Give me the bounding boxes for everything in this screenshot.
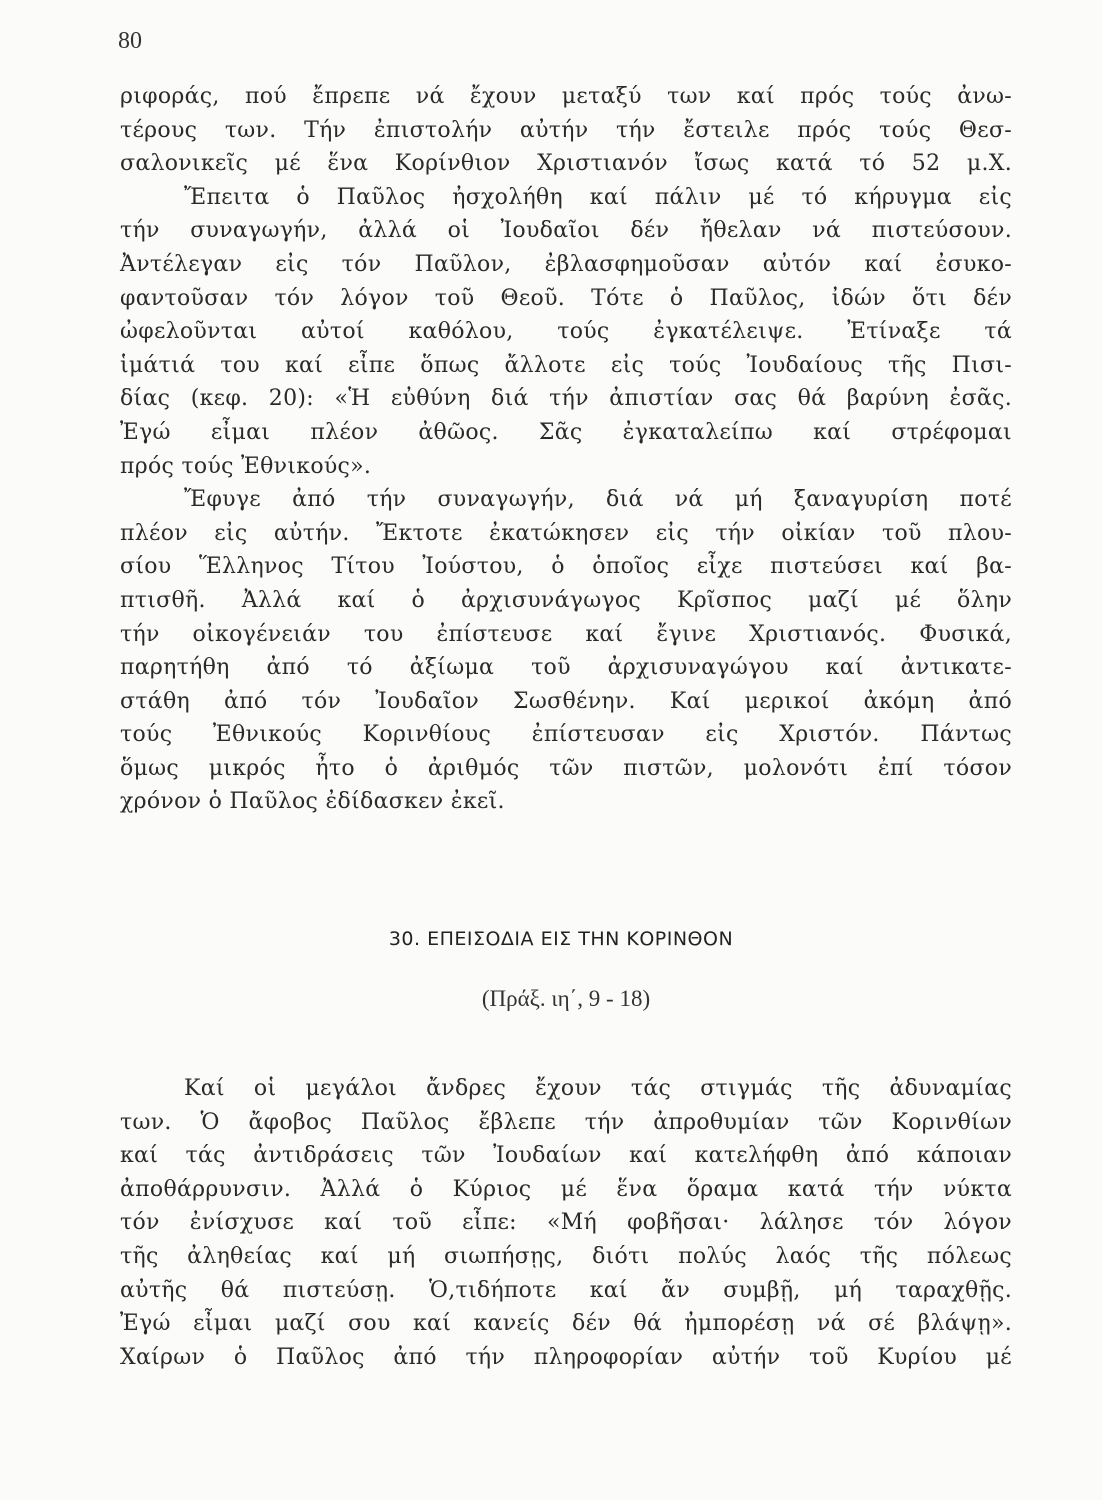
text-line: Ἐγώ εἶμαι πλέον ἀθῶος. Σᾶς ἐγκαταλείπω καί στρέφομαι <box>120 419 1012 445</box>
text-line: Ἔφυγε ἀπό τήν συναγωγήν, διά νά μή ξαναγυρίση ποτέ <box>184 487 1012 513</box>
body-text-top <box>120 80 1012 819</box>
text-line: καί τάς ἀντιδράσεις τῶν Ἰουδαίων καί κατελήφθη ἀπό κάποιαν <box>120 1143 1012 1169</box>
text-line: πτισθῆ. Ἀλλά καί ὁ ἀρχισυνάγωγος Κρῖσπος μαζί μέ ὅλην <box>120 587 1012 613</box>
text-line: δίας (κεφ. 20): «Ἡ εὐθύνη διά τήν ἀπιστίαν σας θά βαρύνη ἐσᾶς. <box>120 386 1012 412</box>
text-line: τήν συναγωγήν, ἀλλά οἱ Ἰουδαῖοι δέν ἤθελαν νά πιστεύσουν. <box>120 218 1012 244</box>
text-line: σίου Ἕλληνος Τίτου Ἰούστου, ὁ ὁποῖος εἶχε πιστεύσει καί βα- <box>120 554 1012 580</box>
text-line: ὠφελοῦνται αὐτοί καθόλου, τούς ἐγκατέλειψε. Ἐτίναξε τά <box>120 319 1012 345</box>
text-line: ἱμάτιά του καί εἶπε ὅπως ἄλλοτε εἰς τούς Ἰουδαίους τῆς Πισι- <box>120 352 1012 378</box>
text-line: ἀποθάρρυνσιν. Ἀλλά ὁ Κύριος μέ ἕνα ὅραμα κατά τήν νύκτα <box>120 1176 1012 1202</box>
text-line: ριφοράς, πού ἔπρεπε νά ἔχουν μεταξύ των καί πρός τούς ἀνω- <box>120 84 1012 109</box>
text-line: φαντοῦσαν τόν λόγον τοῦ Θεοῦ. Τότε ὁ Παῦλος, ἰδών ὅτι δέν <box>120 285 1012 311</box>
text-line: παρητήθη ἀπό τό ἀξίωμα τοῦ ἀρχισυναγώγου καί ἀντικατε- <box>120 655 1012 681</box>
text-line: πρός τούς Ἐθνικούς». <box>120 453 372 479</box>
section-heading: 30. ΕΠΕΙΣΟΔΙΑ ΕΙΣ ΤΗΝ ΚΟΡΙΝΘΟΝ <box>388 928 734 950</box>
text-line: στάθη ἀπό τόν Ἰουδαῖον Σωσθένην. Καί μερικοί ἀκόμη ἀπό <box>120 688 1012 714</box>
page-number: 80 <box>118 28 142 54</box>
text-line: ὅμως μικρός ἦτο ὁ ἀριθμός τῶν πιστῶν, μολονότι ἐπί τόσον <box>120 755 1012 781</box>
text-line: των. Ὁ ἄφοβος Παῦλος ἔβλεπε τήν ἀπροθυμίαν τῶν Κορινθίων <box>120 1109 1012 1135</box>
text-line: Ἔπειτα ὁ Παῦλος ἠσχολήθη καί πάλιν μέ τό κήρυγμα εἰς <box>184 184 1012 210</box>
text-line: Ἐγώ εἶμαι μαζί σου καί κανείς δέν θά ἠμπορέσῃ νά σέ βλάψῃ». <box>120 1311 1012 1337</box>
text-line: τῆς ἀληθείας καί μή σιωπήσῃς, διότι πολύς λαός τῆς πόλεως <box>120 1243 1012 1269</box>
text-line: τόν ἐνίσχυσε καί τοῦ εἶπε: «Μή φοβῆσαι· λάλησε τόν λόγον <box>120 1210 1012 1236</box>
scripture-reference: (Πράξ. ιη΄, 9 - 18) <box>481 986 651 1011</box>
body-text-bottom <box>120 1072 1012 1374</box>
text-line: χρόνον ὁ Παῦλος ἐδίδασκεν ἐκεῖ. <box>120 789 505 815</box>
text-line: Ἀντέλεγαν εἰς τόν Παῦλον, ἐβλασφημοῦσαν αὐτόν καί ἐσυκο- <box>120 251 1012 277</box>
text-line: τήν οἰκογένειάν του ἐπίστευσε καί ἔγινε Χριστιανός. Φυσικά, <box>120 621 1012 647</box>
text-line: τούς Ἐθνικούς Κορινθίους ἐπίστευσαν εἰς Χριστόν. Πάντως <box>120 722 1012 748</box>
text-line: πλέον εἰς αὐτήν. Ἔκτοτε ἐκατώκησεν εἰς τήν οἰκίαν τοῦ πλου- <box>120 520 1012 546</box>
text-line: σαλονικεῖς μέ ἕνα Κορίνθιον Χριστιανόν ἴσως κατά τό 52 μ.Χ. <box>120 151 1012 177</box>
text-line: τέρους των. Τήν ἐπιστολήν αὐτήν τήν ἔστειλε πρός τούς Θεσ- <box>120 117 1012 143</box>
text-line: αὐτῆς θά πιστεύσῃ. Ὁ,τιδήποτε καί ἄν συμβῇ, μή ταραχθῇς. <box>120 1277 1012 1303</box>
text-line: Καί οἱ μεγάλοι ἄνδρες ἔχουν τάς στιγμάς τῆς ἀδυναμίας <box>184 1076 1012 1101</box>
text-line: Χαίρων ὁ Παῦλος ἀπό τήν πληροφορίαν αὐτήν τοῦ Κυρίου μέ <box>120 1344 1012 1370</box>
